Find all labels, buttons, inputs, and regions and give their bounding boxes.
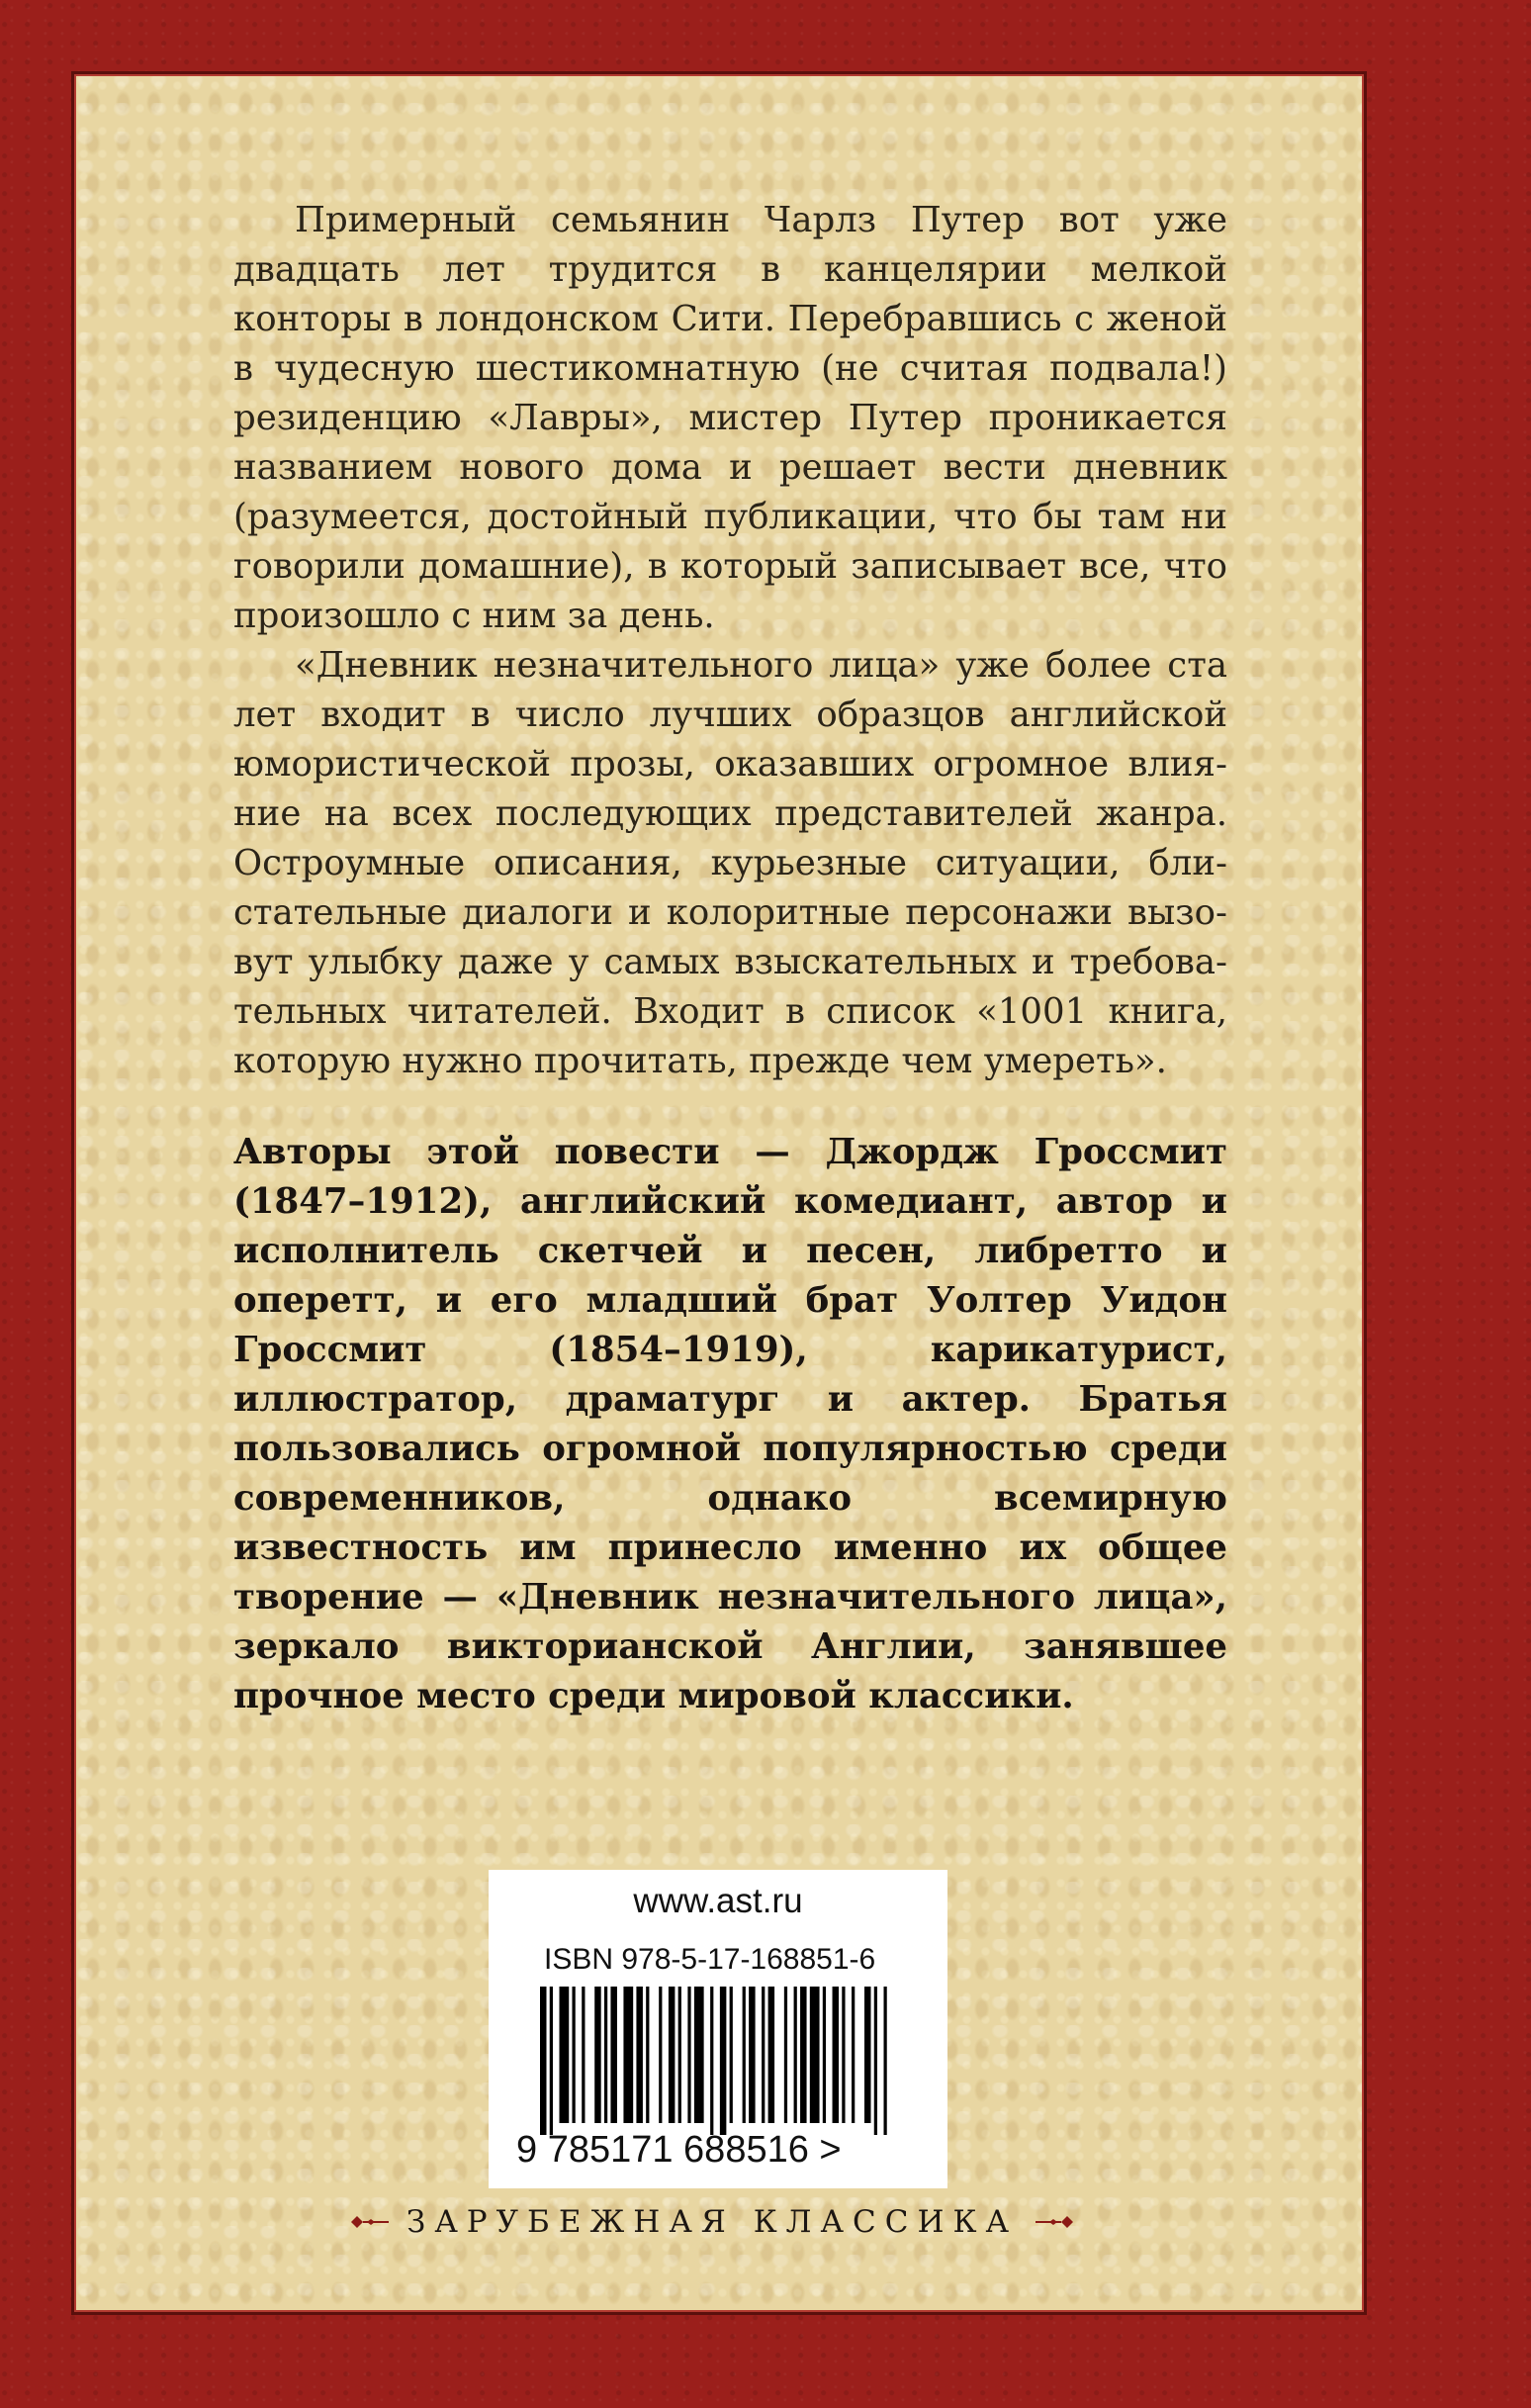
barcode-bars <box>540 1987 890 2135</box>
barcode-block <box>489 1870 947 2188</box>
right-ornament-icon <box>1034 2209 1077 2235</box>
barcode-bar <box>710 1987 713 2135</box>
barcode-bar <box>762 1987 765 2123</box>
barcode-bar <box>550 1987 553 2135</box>
barcode-bar <box>669 1987 675 2123</box>
barcode-bar <box>582 1987 585 2123</box>
barcode-bar <box>784 1987 787 2123</box>
barcode-bar <box>720 1987 727 2135</box>
barcode-digits: 9 785171 688516 > <box>516 2129 842 2171</box>
series-title: ЗАРУБЕЖНАЯ КЛАССИКА <box>406 2204 1018 2240</box>
isbn-text: ISBN 978-5-17-168851-6 <box>544 1943 876 1976</box>
publisher-url: www.ast.ru <box>633 1882 803 1920</box>
barcode-bar <box>636 1987 643 2123</box>
barcode-bar <box>730 1987 733 2123</box>
barcode-bar <box>540 1987 547 2135</box>
barcode-bar <box>810 1987 820 2123</box>
barcode-bar <box>794 1987 797 2123</box>
barcode-bar <box>800 1987 807 2123</box>
authors-bio: Авторы этой повести — Джордж Гроссмит (1847–1912), английский комедиант, автор и исполнитель скетчей и песен, либретто и оперетт, и его младший брат Уолтер Уидон Гроссмит (1854–1919), карикатурист, иллюстратор, драматург и актер. Братья пользовались огромной популярностью среди современников, однако всемирную известность им принесло именно их общее творение — «Дневник незначительного лица», зеркало викторианской Англии, занявшее прочное место среди мировой классики. <box>233 1132 1227 1716</box>
barcode-bar <box>594 1987 601 2123</box>
barcode-bar <box>833 1987 840 2123</box>
barcode-bar <box>884 1987 887 2135</box>
series-line <box>267 2204 1157 2240</box>
barcode-bar <box>768 1987 775 2123</box>
barcode-bar <box>610 1987 617 2123</box>
barcode-bar <box>646 1987 649 2123</box>
left-ornament-icon <box>347 2209 391 2235</box>
barcode-bar <box>604 1987 607 2123</box>
barcode-bar <box>874 1987 877 2135</box>
barcode-bar <box>749 1987 756 2123</box>
annotation-text-2: «Дневник незначительного лица» уже более ста лет входит в число лучших образцов английской юмористической прозы, оказавших огромное влияние на всех последующих представителей жанра. Остроумные описания, курьезные ситуации, блистательные диалоги и колоритные персонажи вызовут улыбку даже у самых взыскательных и требовательных читателей. Входит в список «1001 книга, которую нужно прочитать, прежде чем умереть». <box>233 645 1227 1081</box>
barcode-bar <box>678 1987 681 2123</box>
barcode-bar <box>864 1987 871 2123</box>
annotation-text-1: Примерный семьянин Чарлз Путер вот уже двадцать лет трудится в канцелярии мелкой конторы в лондонском Сити. Перебравшись с женой в чудесную шестикомнатную (не считая подвала!) резиденцию «Лавры», мистер Путер проникается названием нового дома и решает вести дневник (разумеется, достойный публикации, что бы там ни говорили домашние), в который записывает все, что произошло с ним за день. <box>233 200 1227 636</box>
annotation-paragraph-1 <box>233 196 1227 641</box>
barcode-bar <box>852 1987 855 2123</box>
barcode-bar <box>687 1987 690 2123</box>
barcode-bar <box>743 1987 746 2123</box>
barcode-bar <box>623 1987 633 2123</box>
barcode-bar <box>842 1987 845 2123</box>
annotation-paragraph-2 <box>233 641 1227 1086</box>
barcode-bar <box>572 1987 575 2123</box>
barcode-bar <box>694 1987 704 2123</box>
barcode-bar <box>659 1987 662 2123</box>
barcode-bar <box>559 1987 569 2123</box>
barcode-bar <box>823 1987 826 2123</box>
